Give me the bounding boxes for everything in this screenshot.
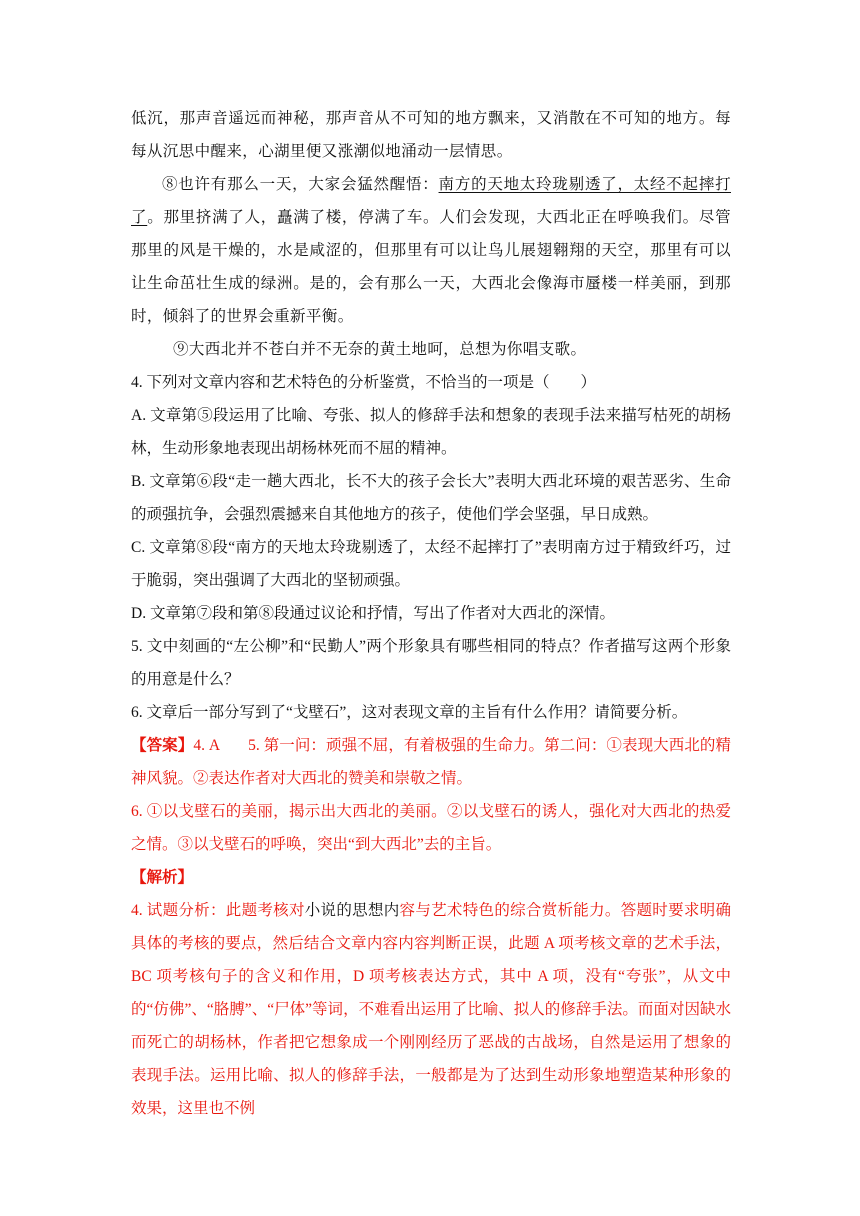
passage-paragraph-7-tail <box>131 102 731 168</box>
analysis-text: 4. 试题分析：此题考核对 <box>131 902 305 919</box>
passage-text: 。那里挤满了人，矗满了楼，停满了车。人们会发现，大西北正在呼唤我们。尽管那里的风是干燥的，水是咸涩的，但那里有可以让鸟儿展翅翱翔的天空，那里有可以让生命茁壮生成的绿洲。是的，会有那么一天，大西北会像海市蜃楼一样美丽，到那时，倾斜了的世界会重新平衡。 <box>131 208 731 325</box>
question-5: 5. 文中刻画的“左公柳”和“民勤人”两个形象具有哪些相同的特点？作者描写这两个形象的用意是什么？ <box>131 638 731 688</box>
answer-5: 5. 第一问：顽强不屈，有着极强的生命力。第二问：①表现大西北的精神风貌。②表达作者对大西北的赞美和崇敬之情。 <box>131 737 731 787</box>
question-6: 6. 文章后一部分写到了“戈壁石”，这对表现文章的主旨有什么作用？请简要分析。 <box>131 704 688 721</box>
analysis-text-black: 小说的思想内 <box>304 902 400 919</box>
question-4-option-a: A. 文章第⑤段运用了比喻、夸张、拟人的修辞手法和想象的表现手法来描写枯死的胡杨林，生动形象地表现出胡杨林死而不屈的精神。 <box>131 407 731 457</box>
analysis-4 <box>131 894 731 1125</box>
page-content <box>131 102 731 1125</box>
passage-paragraph-8 <box>131 168 731 333</box>
question-4-option-d: D. 文章第⑦段和第⑧段通过议论和抒情，写出了作者对大西北的深情。 <box>131 605 615 622</box>
question-4-option-b: B. 文章第⑥段“走一趟大西北，长不大的孩子会长大”表明大西北环境的艰苦恶劣、生命的顽强抗争，会强烈震撼来自其他地方的孩子，使他们学会坚强，早日成熟。 <box>131 473 731 523</box>
analysis-label: 【解析】 <box>131 869 194 886</box>
passage-text: ⑧也许有那么一天，大家会猛然醒悟： <box>162 175 439 193</box>
answer-6: 6. ①以戈壁石的美丽，揭示出大西北的美丽。②以戈壁石的诱人，强化对大西北的热爱之情。③以戈壁石的呼唤，突出“到大西北”去的主旨。 <box>131 803 731 853</box>
underlined-sentence: 南方的天地太玲珑剔透了，太经不起摔打了 <box>131 175 731 226</box>
question-4-option-c: C. 文章第⑧段“南方的天地太玲珑剔透了，太经不起摔打了”表明南方过于精致纤巧，过于脆弱，突出强调了大西北的坚韧顽强。 <box>131 539 731 589</box>
answer-label: 【答案】 <box>131 737 194 754</box>
analysis-text: 容与艺术特色的综合赏析能力。答题时要求明确具体的考核的要点，然后结合文章内容内容判断正误，此题 A 项考核文章的艺术手法，BC 项考核句子的含义和作用，D 项考核表达方式，其中 A 项，没有“夸张”，从文中的“仿佛”、“胳膊”、“尸体”等词，不难看出运用了比喻、拟人的修辞手法。而面对因缺水而死亡的胡杨林，作者把它想象成一个刚刚经历了恶战的古战场，自然是运用了想象的表现手法。运用比喻、拟人的修辞手法，一般都是为了达到生动形象地塑造某种形象的效果，这里也不例 <box>131 902 731 1117</box>
answer-4: 4. A <box>193 737 221 754</box>
answer-block <box>131 729 731 795</box>
question-4: 4. 下列对文章内容和艺术特色的分析鉴赏，不恰当的一项是（ ） <box>131 374 597 391</box>
passage-text: ⑨大西北并不苍白并不无奈的黄土地呵，总想为你唱支歌。 <box>173 340 587 358</box>
passage-text: 低沉，那声音遥远而神秘，那声音从不可知的地方飘来，又消散在不可知的地方。每每从沉思中醒来，心湖里便又涨潮似地涌动一层情思。 <box>131 109 731 160</box>
passage-paragraph-9 <box>131 333 731 366</box>
